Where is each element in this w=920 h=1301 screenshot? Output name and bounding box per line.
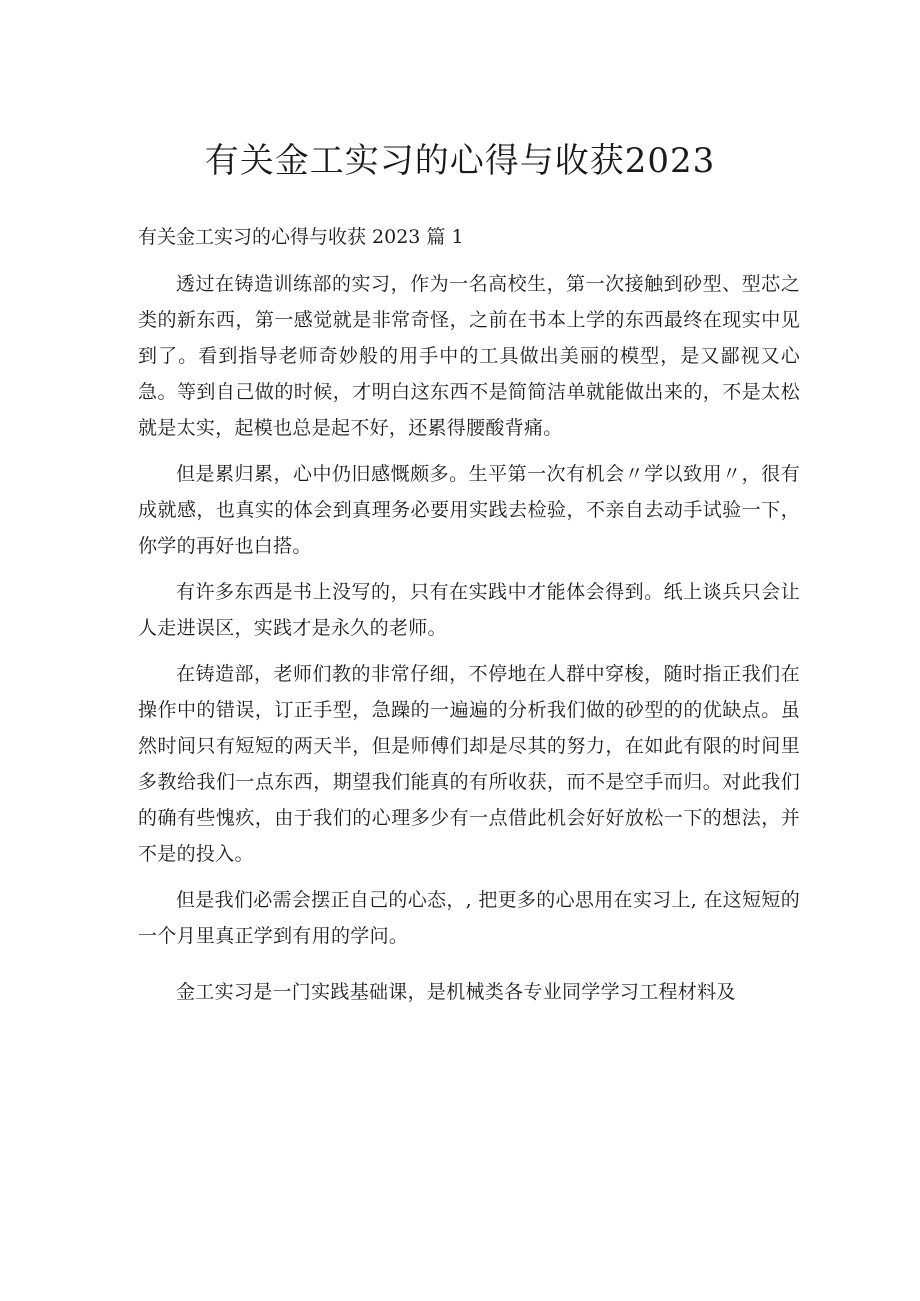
paragraph-2: 但是累归累，心中仍旧感慨颇多。生平第一次有机会〃学以致用〃，很有成就感，也真实的体会到真理务必要用实践去检验，不亲自去动手试验一下，你学的再好也白搭。 xyxy=(138,463,800,557)
document-subtitle: 有关金工实习的心得与收获 2023 篇 1 xyxy=(138,226,464,248)
paragraph-5: 但是我们必需会摆正自己的心态，, 把更多的心思用在实习上, 在这短短的一个月里真正学到有用的学问。 xyxy=(138,889,800,947)
paragraph-6: 金工实习是一门实践基础课，是机械类各专业同学学习工程材料及 xyxy=(176,981,736,1003)
document-body xyxy=(138,266,800,1010)
paragraph-1: 透过在铸造训练部的实习，作为一名高校生，第一次接触到砂型、型芯之类的新东西，第一感觉就是非常奇怪，之前在书本上学的东西最终在现实中见到了。看到指导老师奇妙般的用手中的工具做出美丽的模型，是又鄙视又心急。等到自己做的时候，才明白这东西不是简简洁单就能做出来的，不是太松就是太实，起模也总是起不好，还累得腰酸背痛。 xyxy=(138,273,800,439)
document-title: 有关金工实习的心得与收获2023 xyxy=(204,141,716,181)
paragraph-3: 有许多东西是书上没写的，只有在实践中才能体会得到。纸上谈兵只会让人走进误区，实践才是永久的老师。 xyxy=(138,581,800,639)
paragraph-4: 在铸造部，老师们教的非常仔细，不停地在人群中穿梭，随时指正我们在操作中的错误，订正手型，急躁的一遍遍的分析我们做的砂型的的优缺点。虽然时间只有短短的两天半，但是师傅们却是尽其的努力，在如此有限的时间里多教给我们一点东西，期望我们能真的有所收获，而不是空手而归。对此我们的确有些愧疚，由于我们的心理多少有一点借此机会好好放松一下的想法，并不是的投入。 xyxy=(138,663,800,865)
